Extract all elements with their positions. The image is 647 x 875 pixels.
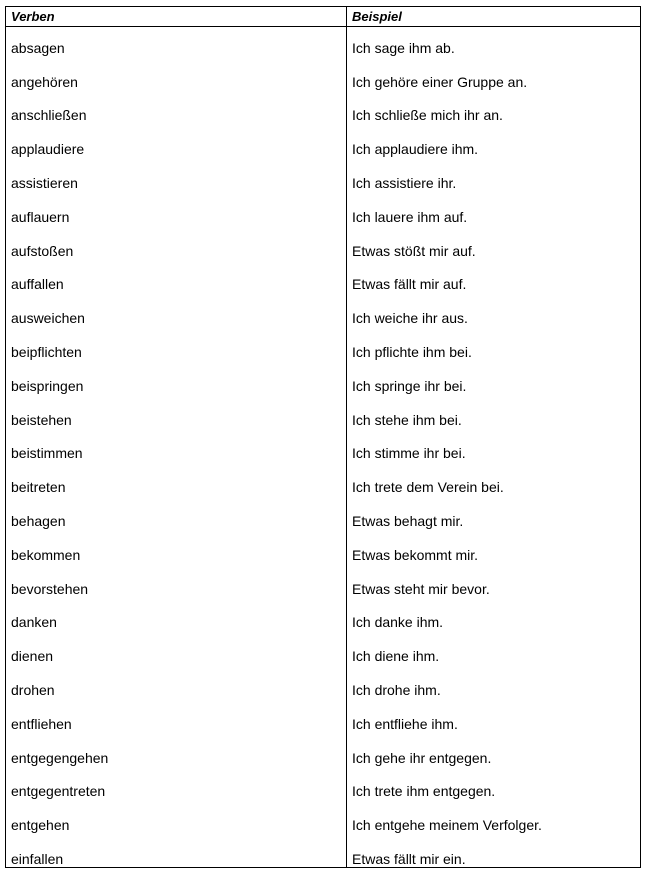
example-cell: Ich sage ihm ab. xyxy=(352,39,455,56)
example-cell: Ich applaudiere ihm. xyxy=(352,141,479,158)
example-cell: Ich entgehe meinem Verfolger. xyxy=(352,817,542,834)
verb-cell: bekommen xyxy=(11,546,81,563)
example-cell: Ich pflichte ihm bei. xyxy=(352,343,472,360)
example-cell: Ich entfliehe ihm. xyxy=(352,715,458,732)
verb-cell: bevorstehen xyxy=(11,580,89,597)
table-row xyxy=(6,331,640,365)
table-row xyxy=(6,433,640,467)
verb-cell: assistieren xyxy=(11,174,78,191)
verb-cell: angehören xyxy=(11,73,78,90)
verb-cell: entgehen xyxy=(11,817,70,834)
table-row xyxy=(6,61,640,95)
verb-cell: ausweichen xyxy=(11,310,85,327)
example-cell: Ich stehe ihm bei. xyxy=(352,411,462,428)
table-row xyxy=(6,737,640,771)
table-row xyxy=(6,95,640,129)
table-row xyxy=(6,264,640,298)
table-row xyxy=(6,534,640,568)
example-cell: Ich gehöre einer Gruppe an. xyxy=(352,73,528,90)
example-cell: Ich weiche ihr aus. xyxy=(352,310,468,327)
example-cell: Ich schließe mich ihr an. xyxy=(352,107,503,124)
verb-cell: beistehen xyxy=(11,411,72,428)
example-cell: Etwas steht mir bevor. xyxy=(352,580,490,597)
verb-cell: beipflichten xyxy=(11,343,82,360)
header-verbs: Verben xyxy=(11,9,55,24)
verb-cell: applaudiere xyxy=(11,141,85,158)
table-row xyxy=(6,635,640,669)
example-cell: Etwas bekommt mir. xyxy=(352,546,479,563)
example-cell: Etwas stößt mir auf. xyxy=(352,242,476,259)
table-row xyxy=(6,128,640,162)
verb-cell: beispringen xyxy=(11,377,84,394)
table-row xyxy=(6,703,640,737)
verb-cell: dienen xyxy=(11,648,54,665)
table-row xyxy=(6,771,640,805)
example-cell: Ich stimme ihr bei. xyxy=(352,445,466,462)
verb-cell: entfliehen xyxy=(11,715,72,732)
example-cell: Ich assistiere ihr. xyxy=(352,174,457,191)
table-row xyxy=(6,838,640,872)
example-cell: Etwas behagt mir. xyxy=(352,512,464,529)
verb-cell: auflauern xyxy=(11,208,70,225)
verb-cell: entgegengehen xyxy=(11,749,109,766)
table-row xyxy=(6,500,640,534)
verb-cell: danken xyxy=(11,614,57,631)
example-cell: Ich diene ihm. xyxy=(352,648,440,665)
verb-cell: aufstoßen xyxy=(11,242,74,259)
verb-cell: auffallen xyxy=(11,276,64,293)
table-header-row xyxy=(6,7,640,27)
example-cell: Ich danke ihm. xyxy=(352,614,444,631)
example-cell: Ich gehe ihr entgegen. xyxy=(352,749,492,766)
example-cell: Ich lauere ihm auf. xyxy=(352,208,468,225)
table-row xyxy=(6,602,640,636)
table-row xyxy=(6,27,640,61)
table-row xyxy=(6,365,640,399)
table-row xyxy=(6,230,640,264)
verb-cell: einfallen xyxy=(11,850,64,867)
table-body xyxy=(6,27,640,872)
table-row xyxy=(6,399,640,433)
verb-cell: anschließen xyxy=(11,107,87,124)
example-cell: Ich springe ihr bei. xyxy=(352,377,467,394)
example-cell: Etwas fällt mir auf. xyxy=(352,276,467,293)
verb-cell: absagen xyxy=(11,39,65,56)
example-cell: Ich drohe ihm. xyxy=(352,681,441,698)
table-row xyxy=(6,466,640,500)
verb-table xyxy=(5,6,641,868)
example-cell: Etwas fällt mir ein. xyxy=(352,850,466,867)
header-example: Beispiel xyxy=(352,9,402,24)
table-row xyxy=(6,297,640,331)
verb-cell: behagen xyxy=(11,512,66,529)
table-row xyxy=(6,804,640,838)
table-row xyxy=(6,196,640,230)
verb-cell: beistimmen xyxy=(11,445,83,462)
example-cell: Ich trete ihm entgegen. xyxy=(352,783,496,800)
table-row xyxy=(6,162,640,196)
verb-cell: beitreten xyxy=(11,479,66,496)
verb-cell: entgegentreten xyxy=(11,783,106,800)
verb-cell: drohen xyxy=(11,681,55,698)
table-row xyxy=(6,568,640,602)
example-cell: Ich trete dem Verein bei. xyxy=(352,479,504,496)
table-row xyxy=(6,669,640,703)
